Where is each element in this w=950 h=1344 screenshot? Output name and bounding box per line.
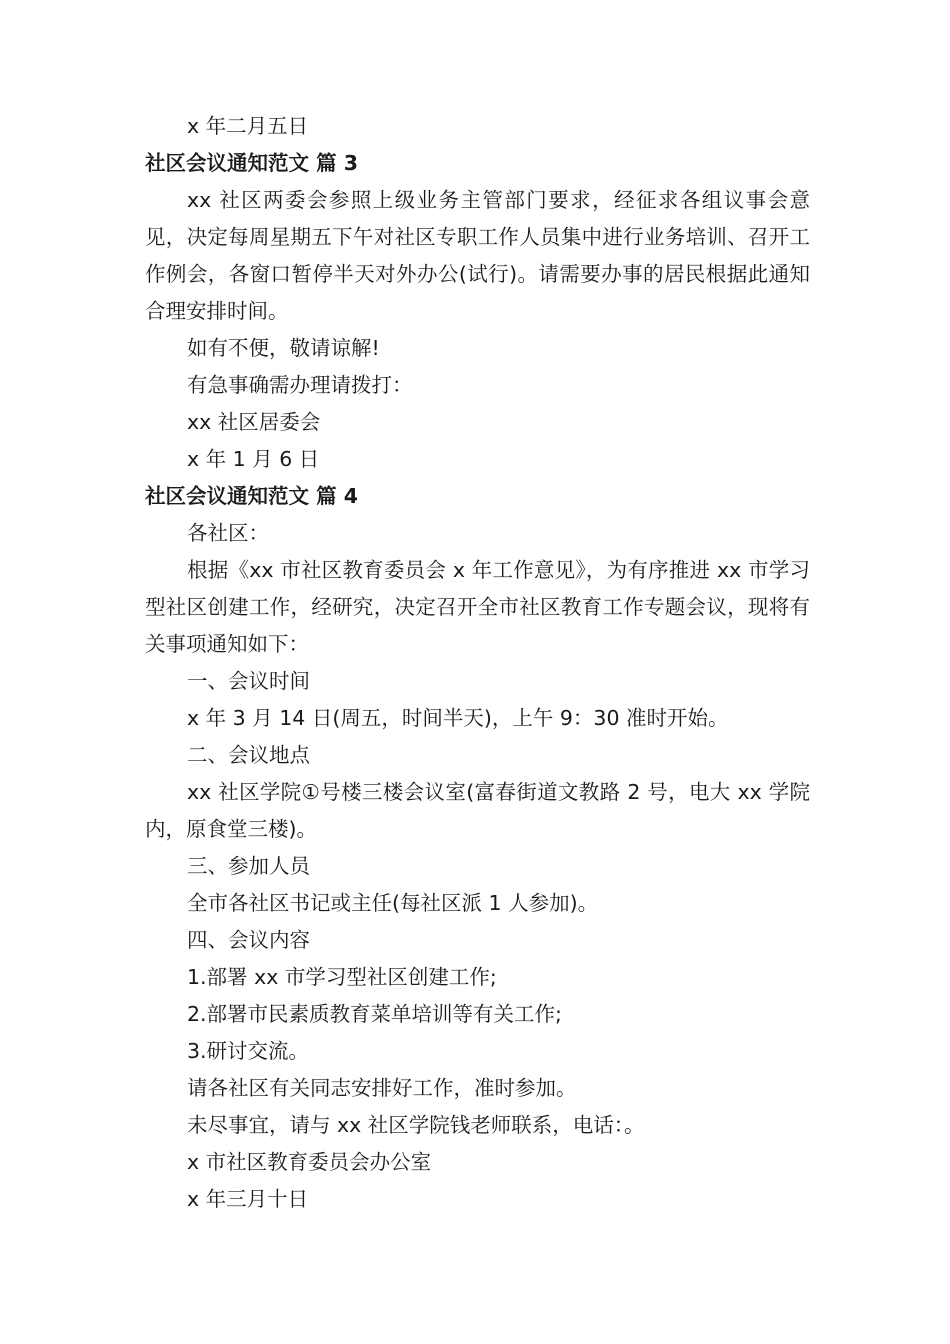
list-heading: 二、会议地点: [187, 743, 310, 767]
date-line: x 年三月十日: [187, 1187, 309, 1211]
list-heading: 三、参加人员: [187, 854, 310, 878]
date-line: x 年 1 月 6 日: [187, 447, 320, 471]
salutation: 各社区：: [187, 521, 269, 545]
paragraph: 根据《xx 市社区教育委员会 x 年工作意见》，为有序推进 xx 市学习型社区创建工作，经研究，决定召开全市社区教育工作专题会议，现将有关事项通知如下：: [145, 558, 810, 656]
list-item: 3.研讨交流。: [187, 1039, 310, 1063]
list-item: 2.部署市民素质教育菜单培训等有关工作;: [187, 1002, 562, 1026]
paragraph: 全市各社区书记或主任(每社区派 1 人参加)。: [187, 891, 599, 915]
paragraph: 未尽事宜，请与 xx 社区学院钱老师联系，电话：。: [187, 1113, 645, 1137]
paragraph: 请各社区有关同志安排好工作，准时参加。: [187, 1076, 577, 1100]
section-heading-3: 社区会议通知范文 篇 3: [145, 151, 359, 175]
date-line: x 年二月五日: [187, 114, 309, 138]
signature-line: xx 社区居委会: [187, 410, 321, 434]
paragraph: x 年 3 月 14 日(周五，时间半天)，上午 9：30 准时开始。: [187, 706, 729, 730]
document-body: [145, 108, 810, 1218]
list-heading: 四、会议内容: [187, 928, 310, 952]
paragraph: xx 社区两委会参照上级业务主管部门要求，经征求各组议事会意见，决定每周星期五下午对社区专职工作人员集中进行业务培训、召开工作例会，各窗口暂停半天对外办公(试行)。请需要办事的居民根据此通知合理安排时间。: [145, 188, 810, 323]
paragraph: xx 社区学院①号楼三楼会议室(富春街道文教路 2 号，电大 xx 学院内，原食堂三楼)。: [145, 780, 810, 841]
list-item: 1.部署 xx 市学习型社区创建工作;: [187, 965, 497, 989]
paragraph: 如有不便，敬请谅解!: [187, 336, 380, 360]
list-heading: 一、会议时间: [187, 669, 310, 693]
signature-line: x 市社区教育委员会办公室: [187, 1150, 432, 1174]
paragraph: 有急事确需办理请拨打：: [187, 373, 413, 397]
section-heading-4: 社区会议通知范文 篇 4: [145, 484, 359, 508]
